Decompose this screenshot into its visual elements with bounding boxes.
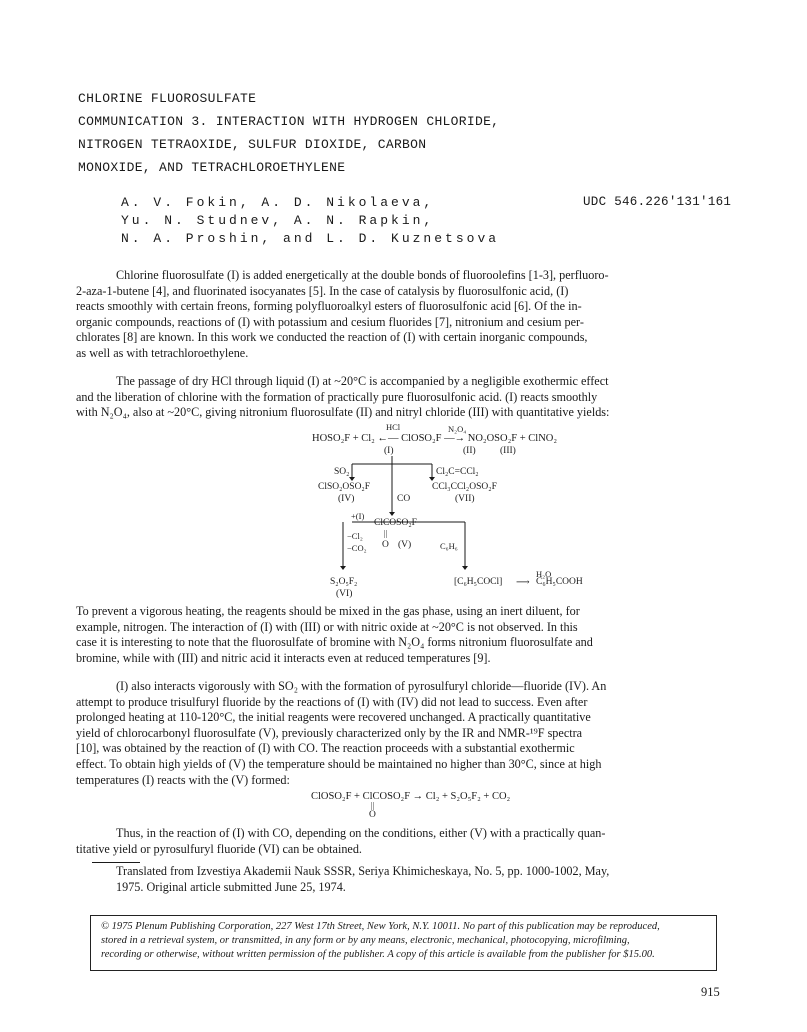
reagent-plus-I: +(I) xyxy=(351,511,365,521)
reagent-n2o4: N₂O₄ xyxy=(448,424,467,434)
product-VII: CCl₃CCl₂OSO₂F xyxy=(432,482,497,492)
authors-line-3: N. A. Proshin, and L. D. Kuznetsova xyxy=(121,231,500,246)
paragraph-line: temperatures (I) reacts with the (V) formed: xyxy=(76,772,290,787)
paragraph-4 xyxy=(76,679,728,788)
label-compound-IV: (IV) xyxy=(338,494,355,504)
paragraph-line: bromine, while with (III) and nitric acid it interacts even at reduced temperatures [9]. xyxy=(76,650,491,665)
label-compound-VII: (VII) xyxy=(455,494,475,504)
paragraph-line: Chlorine fluorosulfate (I) is added energetically at the double bonds of fluoroolefins [1-3], perfluoro- xyxy=(116,268,609,282)
product-benzoic-acid: C₆H₅COOH xyxy=(536,577,583,587)
copyright-line: © 1975 Plenum Publishing Corporation, 227 West 17th Street, New York, N.Y. 10011. No part of this publication may be reproduced, xyxy=(101,921,660,932)
paragraph-line: To prevent a vigorous heating, the reagents should be mixed in the gas phase, using an inert diluent, for xyxy=(76,604,580,618)
copyright-line: stored in a retrieval system, or transmitted, in any form or by any means, electronic, mechanical, photocopying, microfilming, xyxy=(101,935,630,946)
copyright-line: recording or otherwise, without written permission of the publisher. A copy of this article is available from the publisher for $15.00. xyxy=(101,949,655,960)
article-title: CHLORINE FLUOROSULFATE xyxy=(78,91,257,106)
paragraph-line: case it is interesting to note that the fluorosulfate of bromine with N₂O₄ forms nitronium fluorosulfate and xyxy=(76,635,593,650)
label-compound-V: (V) xyxy=(398,540,412,550)
paragraph-line: effect. To obtain high yields of (V) the temperature should be maintained no higher than 30°C, since at high xyxy=(76,756,602,771)
paragraph-line: 2-aza-1-butene [4], and fluorinated isocyanates [5]. In the case of catalysis by fluorosulfonic acid, (I) xyxy=(76,283,569,298)
article-subtitle-line-3: MONOXIDE, AND TETRACHLOROETHYLENE xyxy=(78,160,346,175)
paragraph-line: attempt to produce trisulfuryl fluoride by the reactions of (I) with (IV) did not lead to success. Even after xyxy=(76,694,588,709)
article-subtitle-line-2: NITROGEN TETRAOXIDE, SULFUR DIOXIDE, CARBON xyxy=(78,137,427,152)
paragraph-line: and the liberation of chlorine with the formation of practically pure fluorosulfonic acid. (I) reacts smoothly xyxy=(76,389,598,404)
reagent-water: H₂O xyxy=(536,569,552,579)
reagent-tetrachloroethylene: Cl₂C=CCl₂ xyxy=(436,467,479,477)
paragraph-line: [10], was obtained by the reaction of (I) with CO. The reaction proceeds with a substantial exothermic xyxy=(76,741,575,756)
paragraph-3 xyxy=(76,604,728,666)
loss-co2: −CO₂ xyxy=(347,543,367,553)
paragraph-line: (I) also interacts vigorously with SO₂ with the formation of pyrosulfuryl chloride—fluoride (IV). An xyxy=(116,679,607,693)
footnote-divider xyxy=(92,862,140,863)
paragraph-1 xyxy=(76,268,728,362)
article-subtitle-line-1: COMMUNICATION 3. INTERACTION WITH HYDROGEN CHLORIDE, xyxy=(78,114,500,129)
paragraph-2 xyxy=(76,374,728,421)
udc-code: UDC 546.226'131'161 xyxy=(583,195,732,209)
product-VI: S₂O₅F₂ xyxy=(330,577,358,587)
paragraph-line: The passage of dry HCl through liquid (I) at ~20°C is accompanied by a negligible exothermic effect xyxy=(116,374,609,388)
reagent-so2: SO₂ xyxy=(334,467,350,477)
translation-line: Translated from Izvestiya Akademii Nauk SSSR, Seriya Khimicheskaya, No. 5, pp. 1000-1002, May, xyxy=(116,864,610,878)
carbonyl-oxygen: O xyxy=(382,540,389,550)
label-compound-III: (III) xyxy=(500,446,516,456)
main-reaction-line: HOSO₂F + Cl₂ ←— ClOSO₂F —→ NO₂OSO₂F + ClNO₂ xyxy=(312,433,558,444)
paragraph-line: reacts smoothly with certain freons, forming polyfluoroalkyl esters of fluorosulfonic acid [6]. Of the in- xyxy=(76,299,582,314)
product-V: ClCOSO₂F xyxy=(374,518,417,528)
translation-line: 1975. Original article submitted June 25, 1974. xyxy=(116,879,346,894)
paragraph-line: titative yield or pyrosulfuryl fluoride (VI) can be obtained. xyxy=(76,841,362,856)
reagent-co: CO xyxy=(397,494,411,504)
product-IV: ClSO₂OSO₂F xyxy=(318,482,371,492)
paragraph-line: yield of chlorocarbonyl fluorosulfate (V), previously characterized only by the IR and NMR-¹⁹F spectra xyxy=(76,725,583,740)
page-number: 915 xyxy=(701,985,720,999)
copyright-notice xyxy=(90,915,717,971)
label-compound-I: (I) xyxy=(384,446,394,456)
reagent-hcl: HCl xyxy=(386,422,401,432)
paragraph-line: chlorates [8] are known. In this work we conducted the reaction of (I) with certain inorganic compounds, xyxy=(76,330,588,345)
reagent-benzene: C₆H₆ xyxy=(440,541,458,551)
equation-line: ClOSO₂F + ClCOSO₂F → Cl₂ + S₂O₅F₂ + CO₂ xyxy=(311,791,511,802)
label-compound-II: (II) xyxy=(463,446,476,456)
paragraph-line: organic compounds, reactions of (I) with potassium and cesium fluorides [7], nitronium and cesium per- xyxy=(76,314,584,329)
equation-double-bond: || xyxy=(371,801,375,810)
paragraph-line: example, nitrogen. The interaction of (I) with (III) or with nitric oxide at ~20°C is not observed. In this xyxy=(76,619,578,634)
intermediate-benzoyl-chloride: [C₆H₅COCl] xyxy=(454,577,503,587)
arrow-hydrolysis: ⟶ xyxy=(516,578,530,588)
paragraph-line: Thus, in the reaction of (I) with CO, depending on the conditions, either (V) with a practically quan- xyxy=(116,826,606,840)
paragraph-line: with N₂O₄, also at ~20°C, giving nitronium fluorosulfate (II) and nitryl chloride (III) with quantitative yields: xyxy=(76,405,610,420)
authors-line-2: Yu. N. Studnev, A. N. Rapkin, xyxy=(121,213,435,228)
translation-note xyxy=(76,864,728,895)
double-bond: || xyxy=(384,529,388,538)
paragraph-line: prolonged heating at 110-120°C, the initial reagents were recovered unchanged. A practically quantitative xyxy=(76,710,591,725)
equation-oxygen: O xyxy=(369,810,376,820)
authors-line-1: A. V. Fokin, A. D. Nikolaeva, xyxy=(121,195,435,210)
loss-cl2: −Cl₂ xyxy=(347,531,363,541)
label-compound-VI: (VI) xyxy=(336,589,353,599)
paragraph-5 xyxy=(76,826,728,857)
paragraph-line: as well as with tetrachloroethylene. xyxy=(76,345,249,360)
